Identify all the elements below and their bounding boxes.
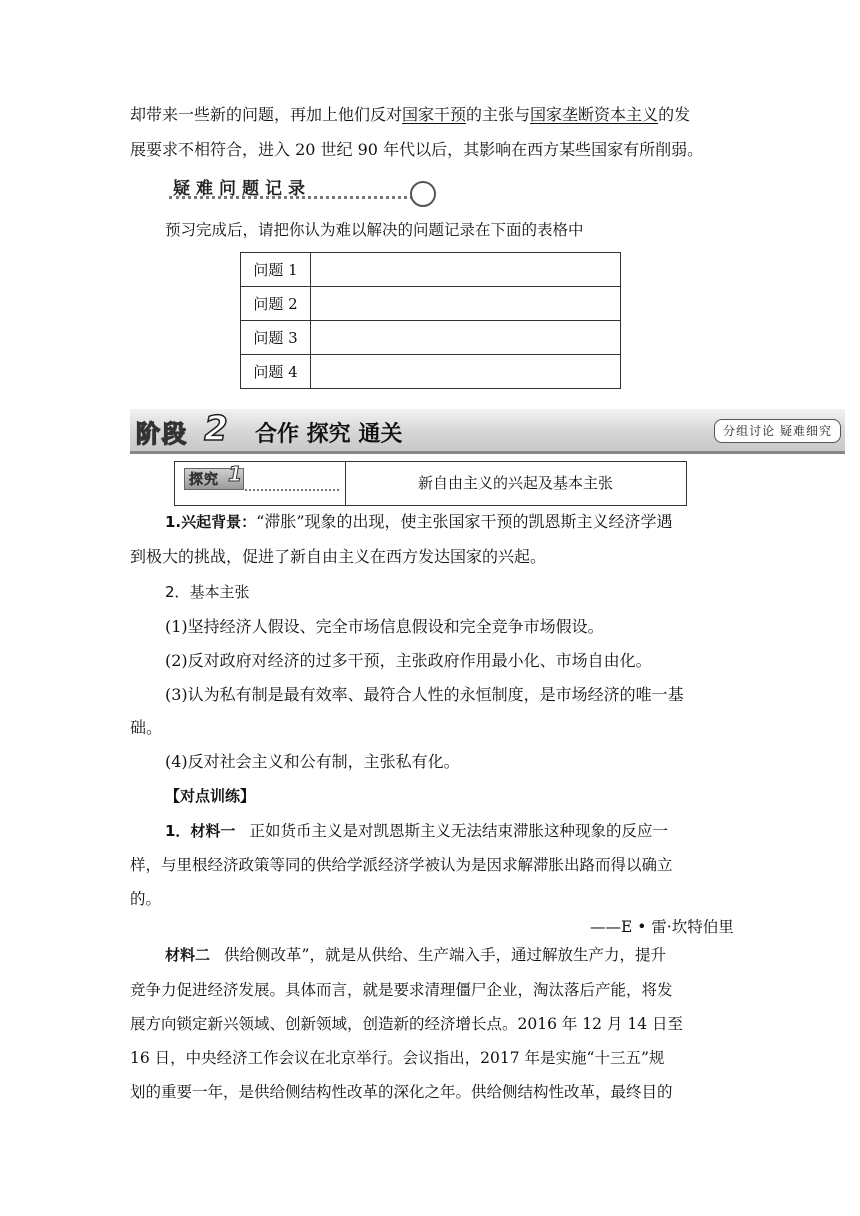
material-1-label: 1．材料一 — [165, 822, 236, 840]
explore-tag: 探究 — [184, 468, 244, 490]
stage-number: 2 — [204, 409, 228, 449]
material-2-line-2: 竞争力促进经济发展。具体而言，就是要求清理僵尸企业，淘汰落后产能，将发 — [130, 981, 673, 999]
material-1-text: 正如货币主义是对凯恩斯主义无法结束滞胀这种现象的反应一 — [249, 822, 668, 840]
underlined-term-state-intervention: 国家干预 — [402, 105, 467, 124]
stage-banner — [130, 409, 845, 454]
material-1-source: ——E • 雷·坎特伯里 — [590, 918, 734, 936]
material-2-line-1 — [165, 945, 666, 965]
table-row — [241, 287, 621, 321]
material-2-line-4: 16 日，中央经济工作会议在北京举行。会议指出，2017 年是实施“十三五”规 — [130, 1049, 665, 1067]
explore-tag-number: 1 — [228, 462, 242, 486]
underlined-term-state-monopoly-capitalism: 国家垄断资本主义 — [530, 105, 659, 124]
problem-answer-cell[interactable] — [311, 253, 621, 287]
table-row — [241, 355, 621, 389]
training-heading: 【对点训练】 — [165, 787, 256, 805]
problem-label: 问题 2 — [241, 287, 311, 321]
stage-tagline-badge: 分组讨论 疑难细究 — [714, 419, 841, 443]
problem-label: 问题 4 — [241, 355, 311, 389]
intro-text-c: 的发 — [658, 105, 691, 124]
explore-tag-cell — [175, 462, 346, 505]
claim-3-line-2: 础。 — [130, 718, 163, 737]
problem-label: 问题 1 — [241, 253, 311, 287]
problem-label: 问题 3 — [241, 321, 311, 355]
question-1-line-1 — [165, 821, 668, 841]
basic-claims-heading: 2．基本主张 — [165, 583, 250, 601]
problem-answer-cell[interactable] — [311, 287, 621, 321]
intro-text-b: 的主张与 — [466, 105, 531, 124]
difficulty-instruction: 预习完成后，请把你认为难以解决的问题记录在下面的表格中 — [165, 221, 584, 239]
stage-title: 合作 探究 通关 — [255, 421, 403, 447]
background-paragraph-line-2: 到极大的挑战，促进了新自由主义在西方发达国家的兴起。 — [130, 547, 547, 566]
problem-answer-cell[interactable] — [311, 355, 621, 389]
problem-answer-cell[interactable] — [311, 321, 621, 355]
question-1-line-3: 的。 — [130, 890, 162, 908]
table-row — [241, 253, 621, 287]
background-label: 1.兴起背景： — [165, 513, 257, 531]
problems-table — [240, 252, 621, 389]
material-2-label: 材料二 — [165, 946, 211, 964]
table-row — [241, 321, 621, 355]
background-text: “滞胀”现象的出现，使主张国家干预的凯恩斯主义经济学遇 — [256, 512, 673, 531]
question-1-line-2: 样，与里根经济政策等同的供给学派经济学被认为是因求解滞胀出路而得以确立 — [130, 856, 673, 874]
intro-line-2: 展要求不相符合，进入 20 世纪 90 年代以后，其影响在西方某些国家有所削弱。 — [130, 140, 704, 159]
intro-text-a: 却带来一些新的问题，再加上他们反对 — [130, 105, 403, 124]
difficulty-heading-banner — [165, 172, 445, 208]
explore-topic-title: 新自由主义的兴起及基本主张 — [417, 474, 613, 492]
intro-line-1 — [130, 105, 690, 125]
material-2-text: 供给侧改革”，就是从供给、生产端入手，通过解放生产力，提升 — [224, 946, 666, 964]
background-paragraph-line-1 — [165, 512, 673, 532]
circle-icon — [410, 181, 436, 207]
stage-prefix: 阶段 — [136, 420, 188, 448]
material-2-line-3: 展方向锁定新兴领域、创新领域，创造新的经济增长点。2016 年 12 月 14 日至 — [130, 1015, 684, 1033]
claim-4: (4)反对社会主义和公有制，主张私有化。 — [165, 752, 460, 771]
dotted-divider — [245, 489, 339, 491]
claim-3-line-1: (3)认为私有制是最有效率、最符合人性的永恒制度，是市场经济的唯一基 — [165, 685, 684, 704]
dotted-divider — [169, 196, 419, 199]
claim-1: (1)坚持经济人假设、完全市场信息假设和完全竞争市场假设。 — [165, 617, 604, 636]
material-2-line-5: 划的重要一年，是供给侧结构性改革的深化之年。供给侧结构性改革，最终目的 — [130, 1083, 673, 1101]
explore-topic-box — [174, 461, 687, 506]
claim-2: (2)反对政府对经济的过多干预，主张政府作用最小化、市场自由化。 — [165, 651, 652, 670]
difficulty-heading: 疑难问题记录 — [173, 179, 311, 199]
